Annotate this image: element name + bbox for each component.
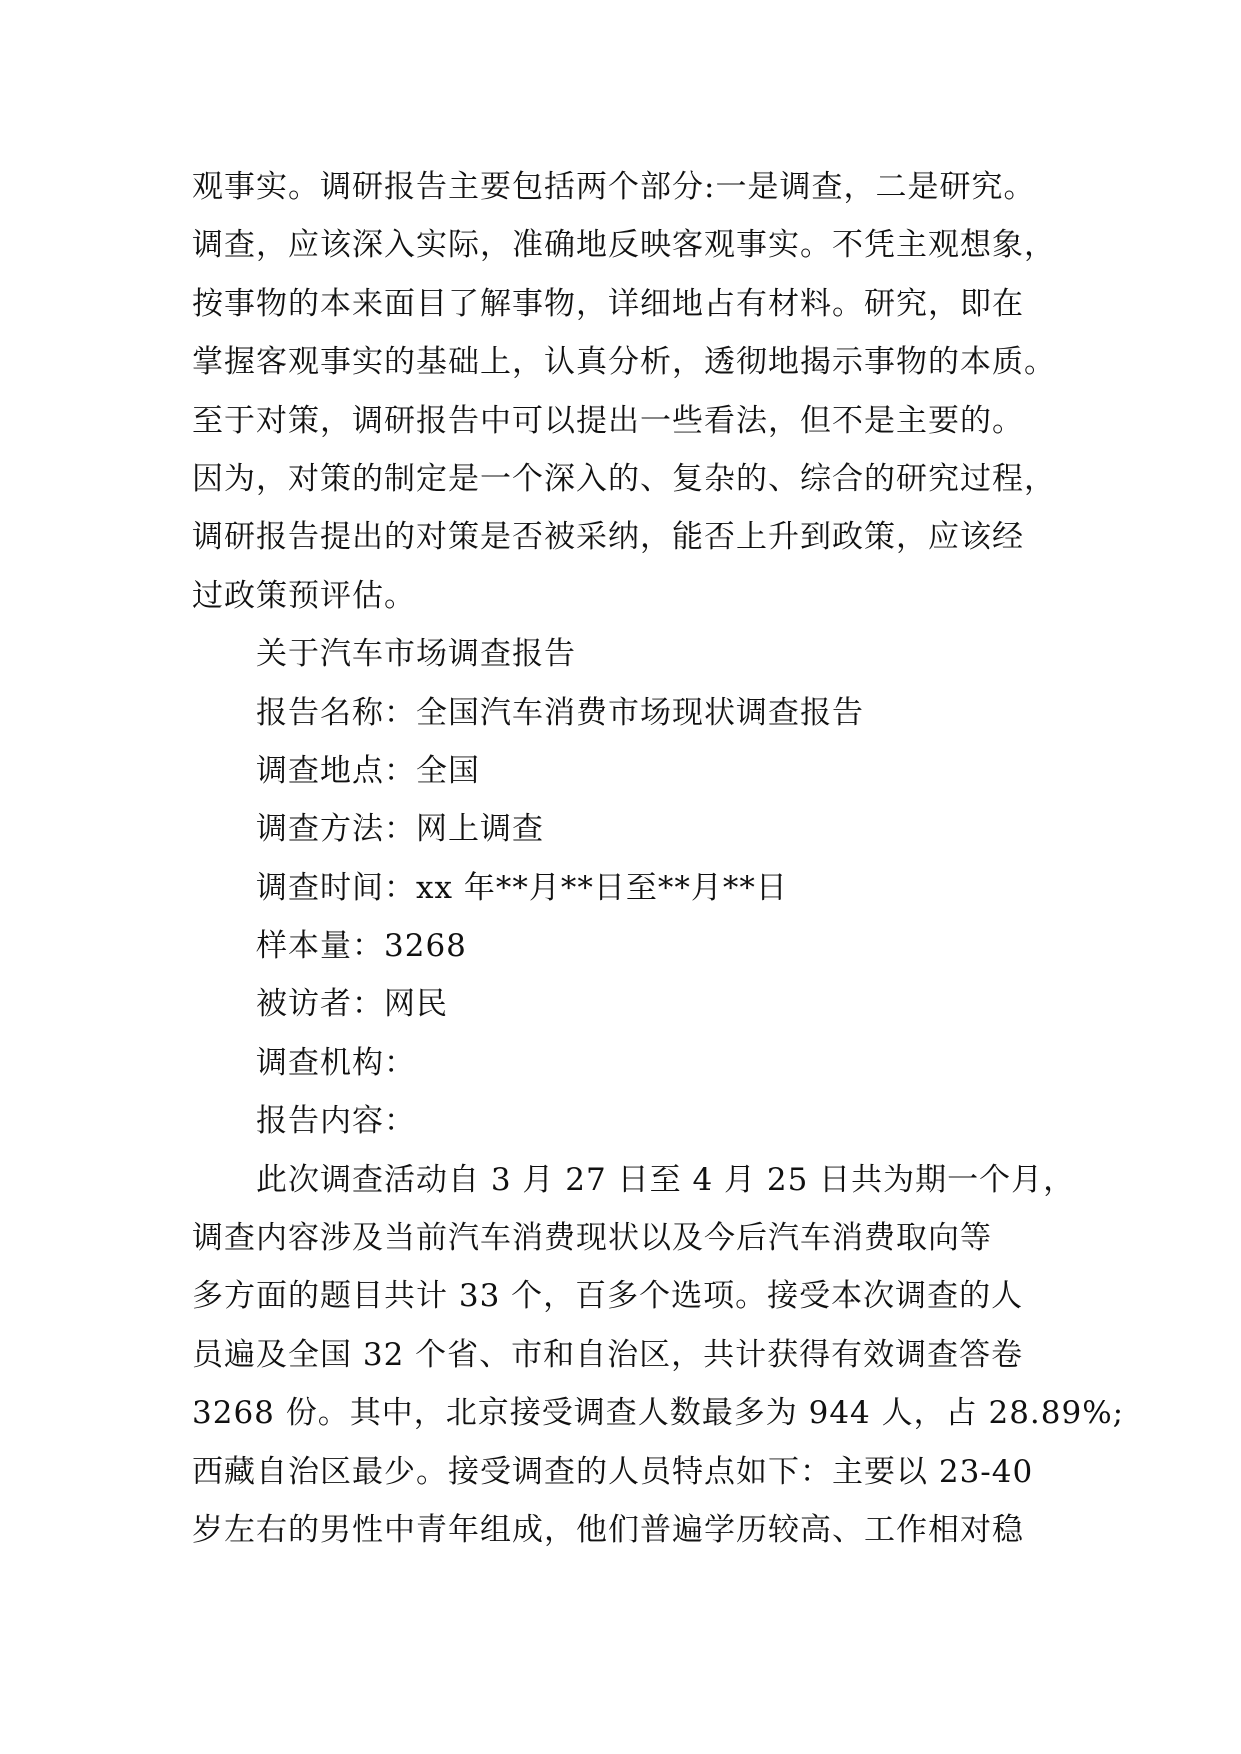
text-line: 掌握客观事实的基础上，认真分析，透彻地揭示事物的本质。 <box>192 344 1056 381</box>
text-line: 至于对策，调研报告中可以提出一些看法，但不是主要的。 <box>192 402 1024 439</box>
body-text <box>192 158 1125 1559</box>
text-line: 报告名称：全国汽车消费市场现状调查报告 <box>256 694 864 731</box>
text-line: 调查方法：网上调查 <box>256 811 544 848</box>
text-line: 调查机构： <box>256 1044 416 1081</box>
text-line: 被访者：网民 <box>256 986 448 1023</box>
text-line: 观事实。调研报告主要包括两个部分:一是调查，二是研究。 <box>192 169 1036 205</box>
text-line: 因为，对策的制定是一个深入的、复杂的、综合的研究过程， <box>192 460 1056 497</box>
text-line: 调研报告提出的对策是否被采纳，能否上升到政策，应该经 <box>192 519 1024 556</box>
text-line: 岁左右的男性中青年组成，他们普遍学历较高、工作相对稳 <box>192 1511 1024 1548</box>
text-line: 此次调查活动自 3 月 27 日至 4 月 25 日共为期一个月， <box>256 1161 1076 1198</box>
text-line: 按事物的本来面目了解事物，详细地占有材料。研究，即在 <box>192 285 1024 322</box>
text-line: 关于汽车市场调查报告 <box>256 636 576 673</box>
text-line: 3268 份。其中，北京接受调查人数最多为 944 人，占 28.89%; <box>192 1395 1125 1432</box>
text-line: 调查地点：全国 <box>256 752 480 789</box>
text-line: 报告内容： <box>256 1103 416 1140</box>
text-line: 调查内容涉及当前汽车消费现状以及今后汽车消费取向等 <box>192 1220 992 1257</box>
text-line: 多方面的题目共计 33 个，百多个选项。接受本次调查的人 <box>192 1278 1024 1315</box>
text-line: 员遍及全国 32 个省、市和自治区，共计获得有效调查答卷 <box>192 1336 1024 1373</box>
text-line: 调查时间：xx 年**月**日至**月**日 <box>256 869 788 906</box>
text-line: 过政策预评估。 <box>192 577 416 614</box>
text-line: 调查，应该深入实际，准确地反映客观事实。不凭主观想象， <box>192 227 1056 264</box>
text-line: 西藏自治区最少。接受调查的人员特点如下：主要以 23-40 <box>192 1453 1034 1490</box>
text-line: 样本量：3268 <box>256 928 467 965</box>
